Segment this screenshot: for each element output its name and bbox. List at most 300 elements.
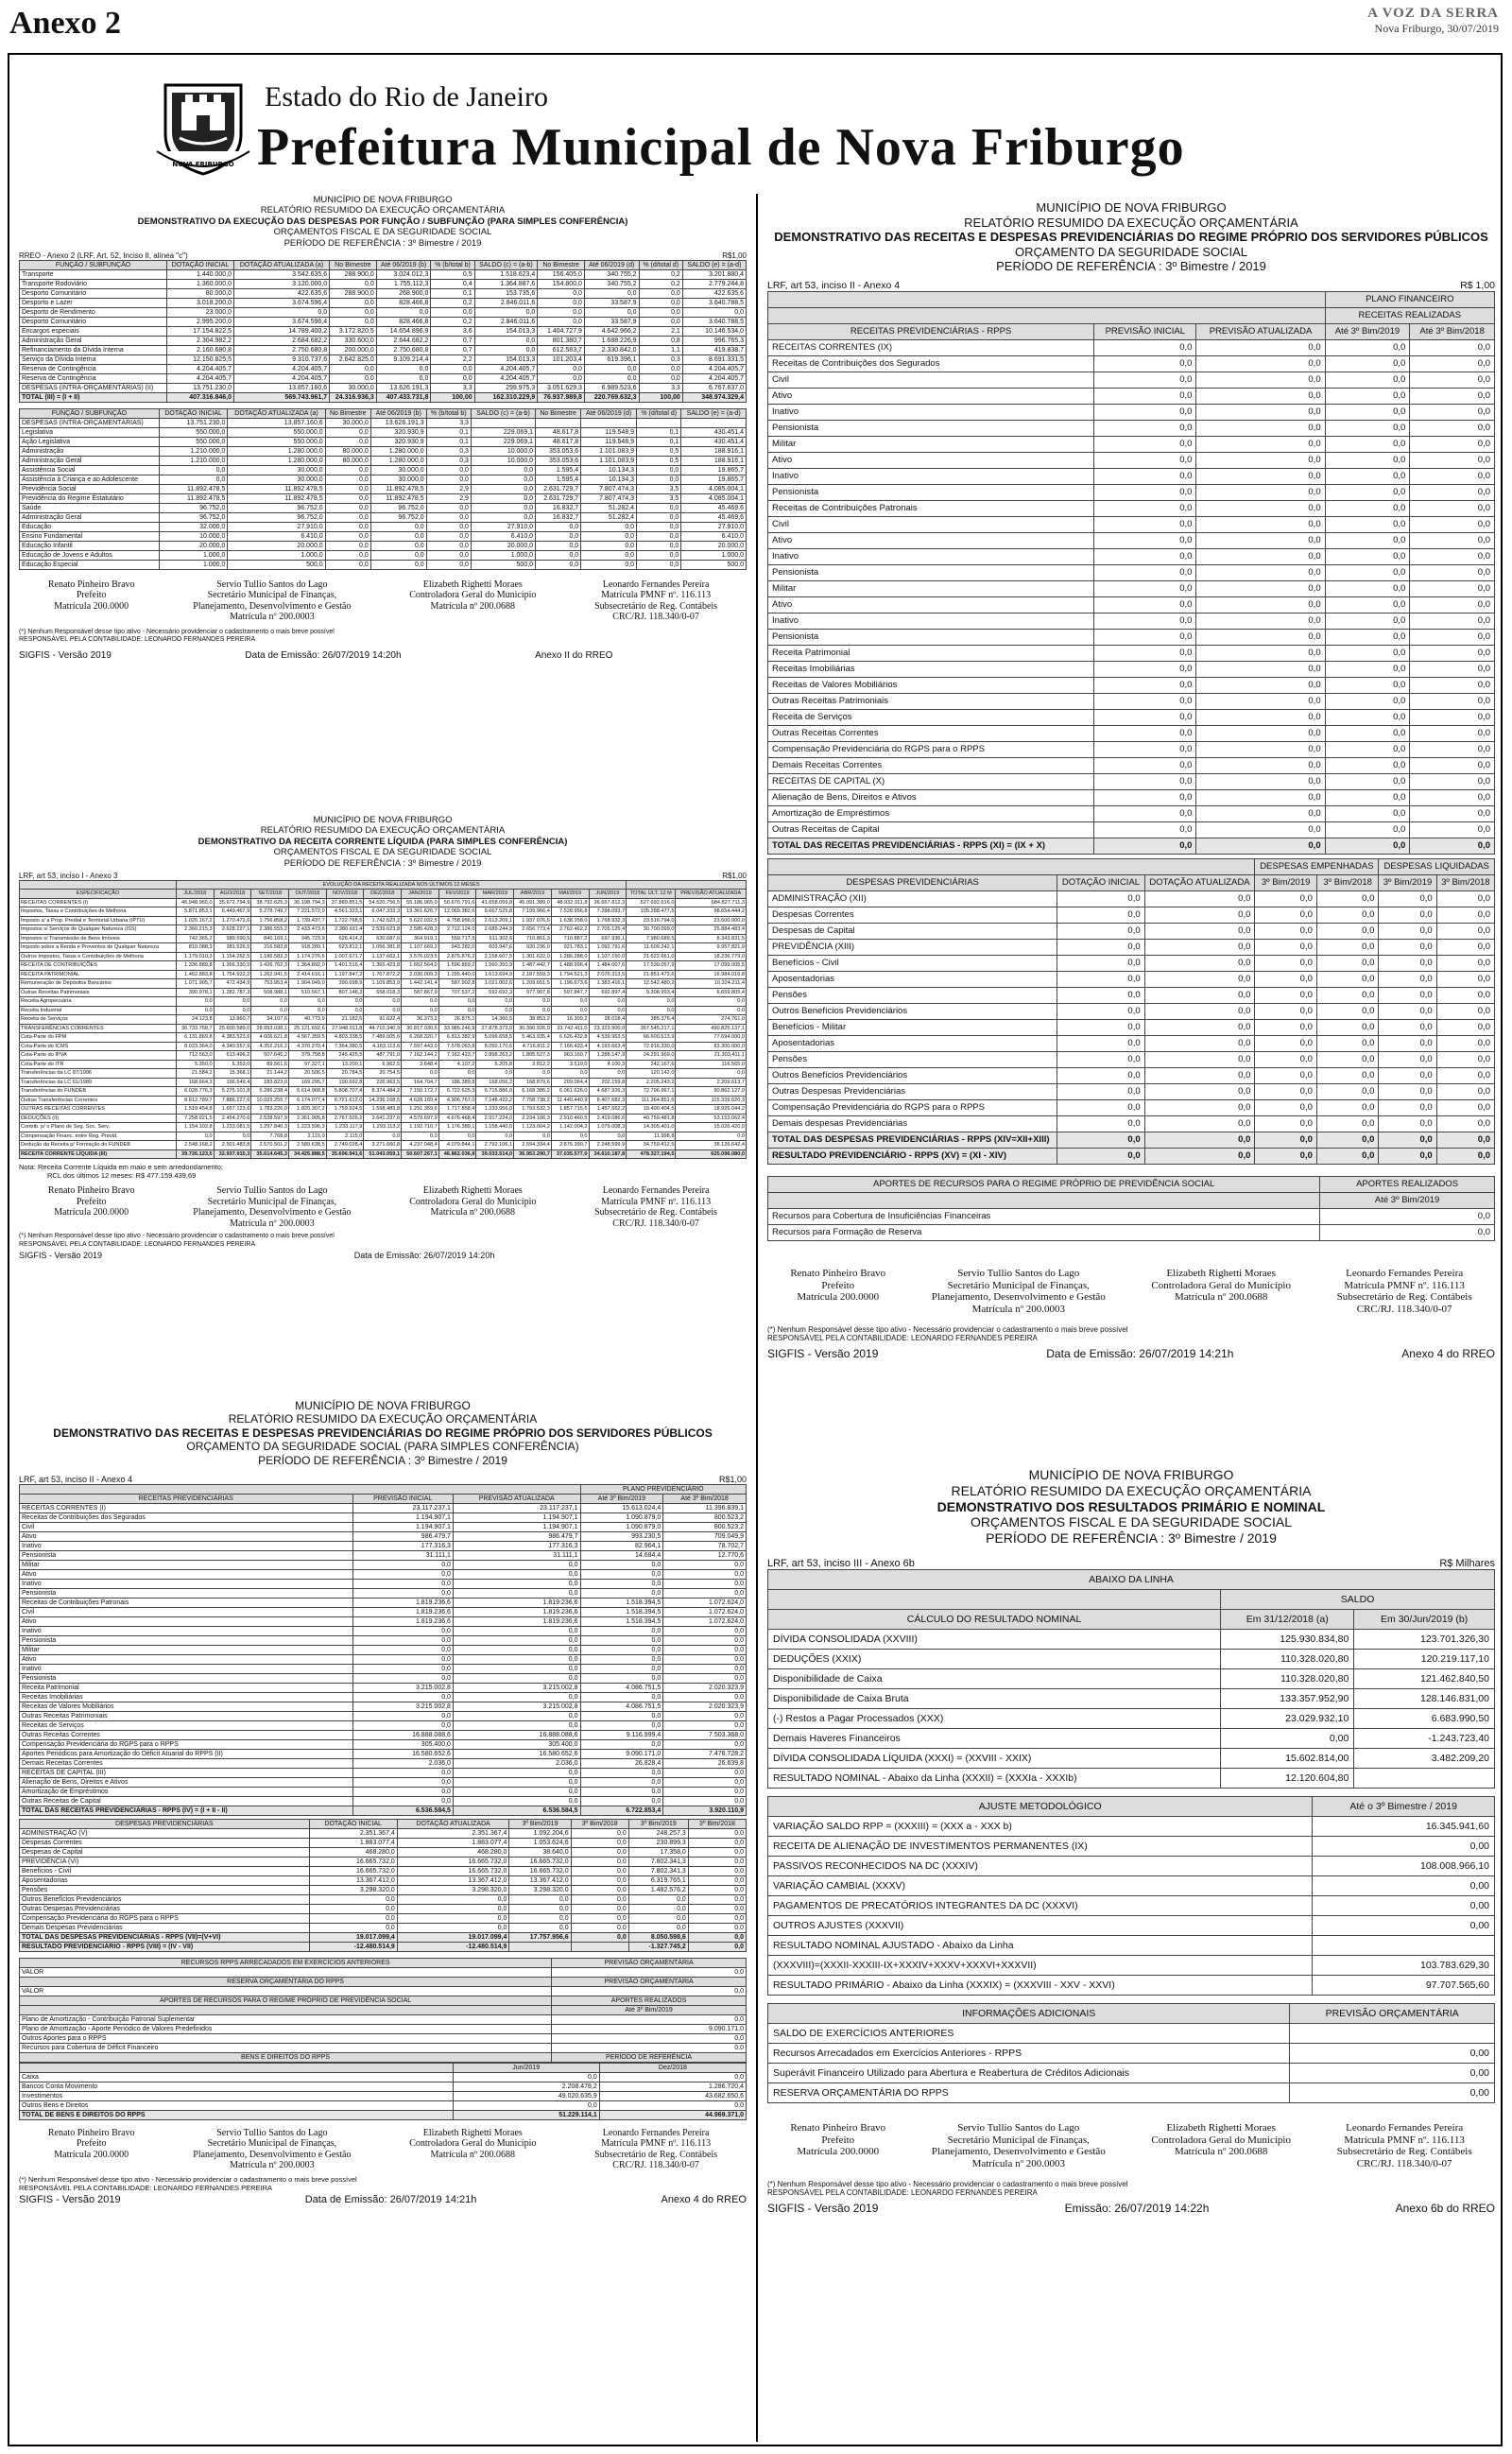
column-header: DOTAÇÃO ATUALIZADA [1144,874,1255,890]
cell: 80.000,0 [325,446,370,456]
cell: 0,0 [1196,645,1325,661]
cell: 110.328.020,80 [1221,1649,1354,1668]
cell: 807.148,3 [326,988,364,997]
cell: 0,0 [688,1894,746,1904]
cell: 4.561.323,1 [326,907,364,917]
cell: 4.204.405,7 [167,373,234,383]
note-line: Nota: Receita Corrente Líquida em maio e sem arredondamento: [19,1163,223,1172]
cell: 0,0 [453,1720,580,1730]
cell: 0,0 [581,560,637,569]
column-header: APORTES REALIZADOS [552,1996,747,2005]
cell: 110.328.020,80 [1221,1668,1354,1688]
row-label: Reserva de Contingência [20,364,167,373]
table-row [768,500,1495,516]
row-label: Amortização de Empréstimos [20,1787,353,1796]
cell: 0,0 [1094,500,1196,516]
cell: 1.819.236,6 [453,1598,580,1607]
cell: 14.236.168,5 [364,1096,402,1105]
cell: 2.020.323,9 [663,1702,747,1711]
row-label: Desporto de Rendimento [20,307,167,317]
hdr-line: MUNICÍPIO DE NOVA FRIBURGO [313,195,453,205]
cell: 0,0 [426,522,471,531]
signer-line: CRC/RJ. 118.340/0-07 [612,612,699,623]
total-row [768,838,1495,854]
cell: 0,0 [580,1588,663,1598]
signer-block [1337,2122,1472,2170]
resp-note [19,629,747,645]
cell: 4.079.844,1 [438,1141,476,1150]
cell: 0,0 [580,1777,663,1787]
cell: 0,0 [325,493,370,503]
cell: 11.892.478,5 [159,493,227,503]
column-divider [756,194,758,2442]
row-label: Receita de Serviços [768,709,1094,725]
cell: 2.750.680,8 [234,345,330,354]
cell: 26.875,1 [438,1015,476,1025]
cell: 0,0 [1410,420,1495,436]
cell: 72.916.330,0 [627,1042,676,1051]
cell: 30.000,0 [228,475,325,484]
row-label: Administração Geral [20,456,160,465]
anexo6b-meta [767,1558,1495,1569]
cell: 943.282,0 [438,943,476,953]
signer-line: Secretário Municipal de Finanças, [947,2134,1090,2146]
cell: 0,0 [552,2043,747,2052]
cell: 0,0 [1410,564,1495,580]
cell: 0,0 [1316,923,1379,939]
signer-line: Servio Tullio Santos do Lago [216,2127,328,2138]
cell: 0,0 [1410,404,1495,420]
cell: 98.654.444,2 [676,907,747,917]
table-row [20,1885,747,1894]
cell: 0,0 [571,1913,628,1923]
table-row [768,693,1495,709]
cell: 2.910.460,5 [551,1114,589,1123]
cell: 0,2 [639,269,682,279]
cell: 1.262.941,5 [251,970,289,979]
cell: 407.433.731,8 [376,392,431,402]
cell: 4.628.169,4 [402,1096,439,1105]
rpps-extra-table [19,1958,747,2063]
cell: 487.791,0 [364,1051,402,1061]
anexo2-table [19,260,747,403]
hdr-line: PERÍODO DE REFERÊNCIA : 3º Bimestre / 2019 [986,1530,1277,1547]
cell: 0,00 [1313,1915,1495,1935]
row-label: Outras Receitas Patrimoniais [20,988,177,997]
table-row [768,1748,1495,1768]
cell: 0,0 [538,364,585,373]
table-row [20,1866,747,1875]
column-header: FEV/2019 [438,890,476,899]
cell: 0,7 [431,336,474,345]
band-row [768,1569,1495,1589]
cell: 0,0 [453,1560,580,1569]
cell: 0,0 [309,1904,397,1913]
cell: 23.600.000,0 [676,916,747,925]
cell: 15.026.420,0 [676,1123,747,1132]
cell: 0,0 [1436,955,1494,971]
row-label: VARIAÇÃO SALDO RPP = (XXXIII) = (XXX a - XXX b) [768,1816,1313,1836]
cell: 0,0 [352,1569,453,1579]
cell: 0,0 [1094,532,1196,548]
cell: 0,0 [676,1132,747,1141]
cell: 0,0 [538,307,585,317]
cell: 7.528.956,8 [551,907,589,917]
cell: 1.440.000,0 [167,269,234,279]
table-row [768,1915,1495,1935]
row-label: Reserva de Contingência [20,373,167,383]
signer-line: Matrícula nº 200.0003 [971,1303,1065,1315]
cell: 7.162.144,2 [402,1051,439,1061]
table-row [20,1060,747,1069]
cell: 0,0 [309,1894,397,1904]
cell: 4.086.751,5 [580,1683,663,1692]
cell: 168.879,6 [514,1078,552,1087]
cell: 34.107,6 [251,1015,289,1025]
cell: 5.096.658,5 [476,1033,514,1043]
cell: 0,0 [584,307,639,317]
cell: 4.906.767,0 [438,1096,476,1105]
cell: 21.182,6 [326,1015,364,1025]
cell: 2.304.982,2 [167,336,234,345]
table-row [20,1626,747,1635]
table-row [20,512,747,522]
row-label: Investimentos [20,2091,454,2100]
cell: 0,0 [1144,971,1255,987]
cell: 34.759.412,5 [627,1141,676,1150]
cell: 3.542.635,6 [234,269,330,279]
cell: 0,0 [639,288,682,298]
table-row [768,613,1495,629]
table-row [768,532,1495,548]
cell: 0,0 [1410,629,1495,645]
cell: 0,0 [426,465,471,475]
cell: 16.665.732,0 [509,1857,571,1866]
row-label: Imposto s/ a Prop. Predial e Territorial Urbana (IPTU) [20,916,177,925]
cell: 0,0 [1255,971,1317,987]
cell: 2.548.168,2 [176,1141,214,1150]
cell: 0,0 [581,550,637,560]
cell: 7.288.093,7 [589,907,627,917]
row-label: Transferências do FUNDEB [20,1087,177,1097]
cell: 3.674.596,4 [234,298,330,307]
signatures [19,2128,747,2171]
hdr-line: ORÇAMENTO DA SEGURIDADE SOCIAL [1014,244,1248,259]
cell: 0,0 [580,1692,663,1702]
cell: 6.449.467,9 [214,907,251,917]
cell: 18.236.779,0 [676,952,747,961]
column-header [627,880,747,890]
cell: 1.336.889,8 [176,961,214,971]
cell: 4.687.926,3 [589,1087,627,1097]
cell: 0,0 [1255,1019,1317,1035]
cell: 6.319.765,1 [628,1875,688,1885]
cell: 490.825.137,1 [676,1024,747,1033]
row-label: Demais Receitas Correntes [768,757,1094,773]
band-row [20,1484,747,1494]
cell: 0,0 [663,1579,747,1588]
hdr-line: DEMONSTRATIVO DA EXECUÇÃO DAS DESPESAS POR FUNÇÃO / SUBFUNÇÃO (PARA SIMPLES CONFERÊNCIA) [137,216,628,227]
sigfis-version: SIGFIS - Versão 2019 [767,1346,879,1360]
row-label: TOTAL DAS DESPESAS PREVIDENCIÁRIAS - RPPS (XIV=XII+XIII) [768,1132,1057,1148]
table-row [768,629,1495,645]
signer-block [48,579,135,623]
cell: 0,0 [352,1635,453,1645]
cell: 1.297.840,3 [251,1123,289,1132]
table-row [20,2024,747,2033]
cell: 0,0 [1410,580,1495,596]
table-row [20,2091,747,2100]
cell: 38.792.625,3 [251,898,289,907]
cell: 0,0 [326,1006,364,1015]
cell: 0,0 [1320,1224,1495,1240]
cell: 0,2 [639,279,682,288]
cell: 14.789.400,2 [234,326,330,336]
cell: 0,0 [1057,1083,1144,1099]
cell: 36.733.758,7 [176,1024,214,1033]
signer-line: Secretário Municipal de Finanças, [947,1279,1090,1291]
sigfis-version: SIGFIS - Versão 2019 [19,1251,103,1261]
cell: 21.851.473,6 [627,970,676,979]
note-line: RESPONSÁVEL PELA CONTABILIDADE: LEONARDO FERNANDES PEREIRA [19,2183,272,2192]
table-row [20,1006,747,1015]
table-row [768,1816,1495,1836]
cell: 186.389,8 [438,1078,476,1087]
cell: 0,0 [453,1777,580,1787]
signer-block [409,2128,536,2171]
column-header: Até 06/2019 (d) [584,260,639,269]
table-row [20,890,747,899]
cell: 0,0 [1057,939,1144,955]
cell: 0,0 [580,1635,663,1645]
table-row [20,345,747,354]
cell: 0,00 [1290,2063,1495,2082]
column-header: DOTAÇÃO INICIAL [1057,874,1144,890]
cell: 611.302,6 [476,934,514,943]
cell: 920.236,0 [514,943,552,953]
note-line: (*) Nenhum Responsável desse tipo ativo - Necessário providenciar o cadastramento o mais breve possível [767,1324,1128,1334]
cell: 0,0 [1316,1115,1379,1132]
cell: 0,0 [1325,596,1410,613]
cell: 0,0 [426,550,471,560]
cell: 6.813.382,9 [438,1033,476,1043]
row-label: RECEITA DE CONTRIBUIÇÕES [20,961,177,971]
cell: 0,0 [1255,1003,1317,1019]
row-label: Plano de Amortização - Aporte Periódico de Valores Predefinidos [20,2024,552,2033]
cell: 0,0 [676,997,747,1007]
signer-line: Subsecretário de Reg. Contábeis [1336,2146,1472,2158]
cell: 0,0 [1057,1019,1144,1035]
cell: 91.622,4 [364,1015,402,1025]
column-header: AGO/2018 [214,890,251,899]
cell: 20.000,0 [471,541,535,550]
cell: 0,0 [589,997,627,1007]
cell: 0,0 [1410,661,1495,677]
table-row [768,645,1495,661]
cell [681,418,747,427]
cell: 0,0 [453,1692,580,1702]
cell: 305.400,0 [352,1739,453,1749]
table-row [768,1708,1495,1728]
row-label: Receitas de Valores Mobiliários [768,677,1094,693]
cell: 2.454.270,6 [214,1114,251,1123]
cell: 0,0 [682,307,746,317]
row-label: Transferências da LC 61/1989 [20,1078,177,1087]
cell: 0,0 [637,465,681,475]
cell: 2.205.243,2 [627,1078,676,1087]
cell: 1.904.049,0 [289,979,327,989]
column-header: Até 3º Bim/2019 [1320,1192,1495,1208]
cell: 0,0 [571,1932,628,1942]
cell: 120.142,0 [627,1069,676,1079]
table-row [768,1768,1495,1788]
row-label: Inativo [20,1541,353,1550]
paper-info [1367,6,1499,36]
cell: 1.365.423,8 [364,961,402,971]
cell: 0,0 [1325,693,1410,709]
table-row [20,1777,747,1787]
signer-block [594,2128,717,2171]
cell: 1.360.000,0 [167,279,234,288]
cell: 0,0 [688,1885,746,1894]
row-label: (XXXVIII)=(XXXII-XXXIII-IX+XXXIV+XXXV+XXXVI+XXXVII) [768,1955,1313,1975]
cell: 613.496,2 [214,1051,251,1061]
cell: 0,0 [1196,420,1325,436]
cell: 0,0 [627,997,676,1007]
cell: 0,0 [688,1923,746,1932]
row-label: Despesas Correntes [20,1838,310,1847]
cell: 0,0 [1255,1051,1317,1067]
cell: 7.807.474,3 [581,484,637,493]
table-row [20,1141,747,1150]
signer-line: Matrícula 200.0000 [54,1207,129,1218]
cell: 559.717,5 [438,934,476,943]
cell: 0,0 [1196,838,1325,854]
hdr-line: PERÍODO DE REFERÊNCIA : 3º Bimestre / 2019 [996,259,1266,274]
cell: 1.282.787,3 [214,988,251,997]
row-label: DÍVIDA CONSOLIDADA (XXVIII) [768,1629,1221,1649]
cell: 0,0 [474,307,538,317]
cell: 3,5 [637,484,681,493]
row-label: Alienação de Bens, Direitos e Ativos [20,1777,353,1787]
cell: 83.300.000,0 [676,1042,747,1051]
note-line: RESPONSÁVEL PELA CONTABILIDADE: LEONARDO FERNANDES PEREIRA [19,1240,256,1248]
cell: 8.050.170,6 [476,1042,514,1051]
cell: 190.692,8 [326,1078,364,1087]
cell: 7.768,8 [251,1132,289,1141]
cell: 1.820.307,2 [289,1105,327,1115]
row-label: Transporte [20,269,167,279]
row-label: Cota-Parte do ICMS [20,1042,177,1051]
cell: 4.204.405,7 [682,364,746,373]
cell: 468.280,0 [397,1847,509,1857]
row-label: Impostos s/ Transmissão de Bens Imóveis [20,934,177,943]
table-row [20,952,747,961]
hdr-line: DEMONSTRATIVO DAS RECEITAS E DESPESAS PREVIDENCIÁRIAS DO REGIME PRÓPRIO DOS SERVIDORES PÚBLICOS [774,230,1488,245]
cell: 0,0 [1325,838,1410,854]
table-row [20,1522,747,1531]
cell: 0,0 [1144,1132,1255,1148]
cell: 0,0 [1255,1083,1317,1099]
cell: 0,0 [637,560,681,569]
cell: 0,0 [1094,645,1196,661]
cell: 587.902,8 [438,979,476,989]
table-row [20,2082,747,2091]
cell: 11.892.478,5 [228,493,325,503]
table-row [20,456,747,465]
cell: 30.700.099,0 [627,925,676,935]
cell: 1.233.081,5 [214,1123,251,1132]
unit-label: R$1,00 [722,251,747,260]
cell: 0,0 [330,317,377,326]
row-label: RECEITAS DE CAPITAL (X) [768,773,1094,789]
band-header: DESPESAS EMPENHADAS [1255,858,1379,874]
row-label: TOTAL DAS RECEITAS PREVIDENCIÁRIAS - RPPS (IV) = (I + II - II) [20,1806,353,1815]
cell: 0,0 [509,1904,571,1913]
cell: 36.953.290,7 [514,1149,552,1159]
cell: 1.291.359,6 [402,1105,439,1115]
cell: 0,0 [639,298,682,307]
cell: 625.096.080,0 [676,1149,747,1159]
anexo3-header [19,815,747,869]
cell: 123.701.326,30 [1354,1629,1495,1649]
cell: 216.582,8 [251,943,289,953]
cell: 11.892.478,5 [370,493,426,503]
row-label: RECEITAS CORRENTES (IX) [768,339,1094,355]
cell: 6.061.626,0 [551,1087,589,1097]
cell: 1.883.077,4 [397,1838,509,1847]
cell: 2.631.729,7 [536,493,581,503]
cell: 103.783.629,30 [1313,1955,1495,1975]
total-row [20,392,747,402]
cell: 4.204.405,7 [682,373,746,383]
band-header: PLANO FINANCEIRO [1325,291,1494,307]
cell: 166.549,4 [214,1078,251,1087]
cell: 0,0 [1325,500,1410,516]
cell: 1.688.226,9 [584,336,639,345]
column-header: Até 3º Bim/2019 [1325,323,1410,339]
column-header [768,307,1326,323]
cell: 0,0 [364,997,402,1007]
cell: 17.099.005,5 [676,961,747,971]
cell: 2.538.597,9 [251,1114,289,1123]
column-header: Até 06/2019 (b) [376,260,431,269]
note-line: RESPONSÁVEL PELA CONTABILIDADE: LEONARDO FERNANDES PEREIRA [767,2188,1038,2198]
cell: 19.865,7 [681,475,747,484]
cell: 0,0 [1316,971,1379,987]
cell: 1.210.000,0 [159,446,227,456]
cell: 1.364.887,6 [474,279,538,288]
cell [581,418,637,427]
table-row [768,323,1495,339]
cell: 1.613.694,9 [476,970,514,979]
cell: 0,8 [639,336,682,345]
row-label: Encargos especiais [20,326,167,336]
cell: 0,0 [1144,1051,1255,1067]
anexo2-table-b [19,408,747,570]
row-label: Benefícios - Militar [768,1019,1057,1035]
crest-text: NOVA FRIBURGO [172,161,234,168]
cell: 0,0 [325,484,370,493]
table-row [768,1051,1495,1067]
row-label: Administração Geral [20,336,167,345]
cell: 945.723,9 [289,934,327,943]
cell: 16.345.941,60 [1313,1816,1495,1836]
header-row [20,2005,747,2014]
cell: 7.802.341,3 [628,1866,688,1875]
cell: 2.360.215,3 [176,925,214,935]
signatures [767,1268,1495,1316]
